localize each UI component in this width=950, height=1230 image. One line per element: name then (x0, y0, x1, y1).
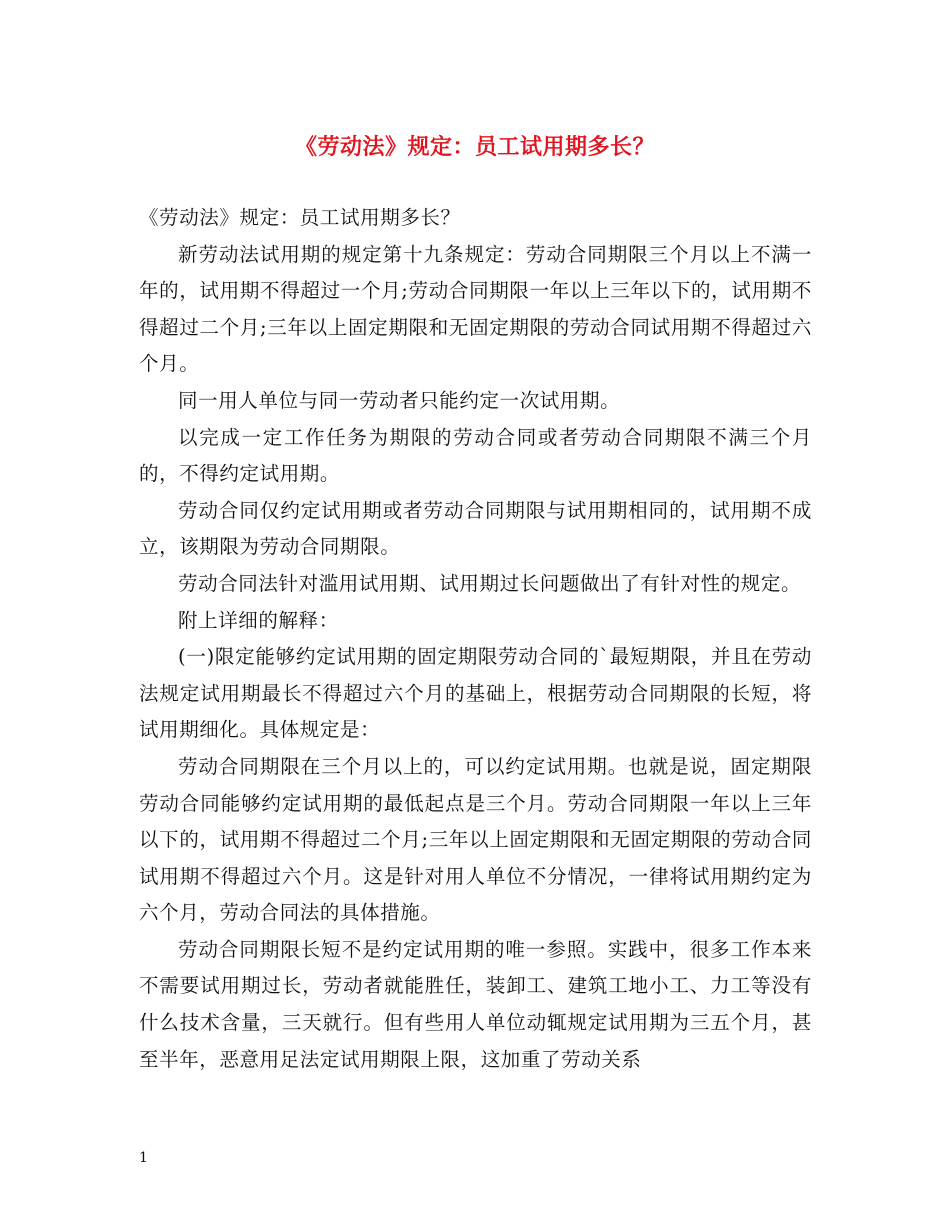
paragraph: 劳动合同仅约定试用期或者劳动合同期限与试用期相同的，试用期不成立，该期限为劳动合同期限。 (139, 498, 812, 559)
paragraph: 同一用人单位与同一劳动者只能约定一次试用期。 (178, 388, 621, 412)
paragraph: (一)限定能够约定试用期的固定期限劳动合同的`最短期限，并且在劳动法规定试用期最长不得超过六个月的基础上，根据劳动合同期限的长短，将试用期细化。具体规定是： (139, 645, 812, 742)
paragraph: 新劳动法试用期的规定第十九条规定：劳动合同期限三个月以上不满一年的，试用期不得超过一个月;劳动合同期限一年以上三年以下的，试用期不得超过二个月;三年以上固定期限和无固定期限的劳动合同试用期不得超过六个月。 (139, 242, 812, 376)
document-title: 《劳动法》规定：员工试用期多长？ (294, 134, 655, 160)
paragraph: 附上详细的解释： (178, 608, 339, 632)
paragraph: 以完成一定工作任务为期限的劳动合同或者劳动合同期限不满三个月的，不得约定试用期。 (139, 425, 812, 486)
paragraph: 劳动合同期限长短不是约定试用期的唯一参照。实践中，很多工作本来不需要试用期过长，劳动者就能胜任，装卸工、建筑工地小工、力工等没有什么技术含量，三天就行。但有些用人单位动辄规定试用期为三五个月，甚至半年，恶意用足法定试用期限上限，这加重了劳动关系 (139, 937, 812, 1071)
paragraph-heading: 《劳动法》规定：员工试用期多长？ (139, 206, 461, 229)
paragraph: 劳动合同期限在三个月以上的，可以约定试用期。也就是说，固定期限劳动合同能够约定试用期的最低起点是三个月。劳动合同期限一年以上三年以下的，试用期不得超过二个月;三年以上固定期限和无固定期限的劳动合同试用期不得超过六个月。这是针对用人单位不分情况，一律将试用期约定为六个月，劳动合同法的具体措施。 (139, 754, 812, 925)
document-body (139, 200, 812, 1078)
page-number: 1 (139, 1150, 148, 1166)
paragraph: 劳动合同法针对滥用试用期、试用期过长问题做出了有针对性的规定。 (178, 571, 802, 595)
